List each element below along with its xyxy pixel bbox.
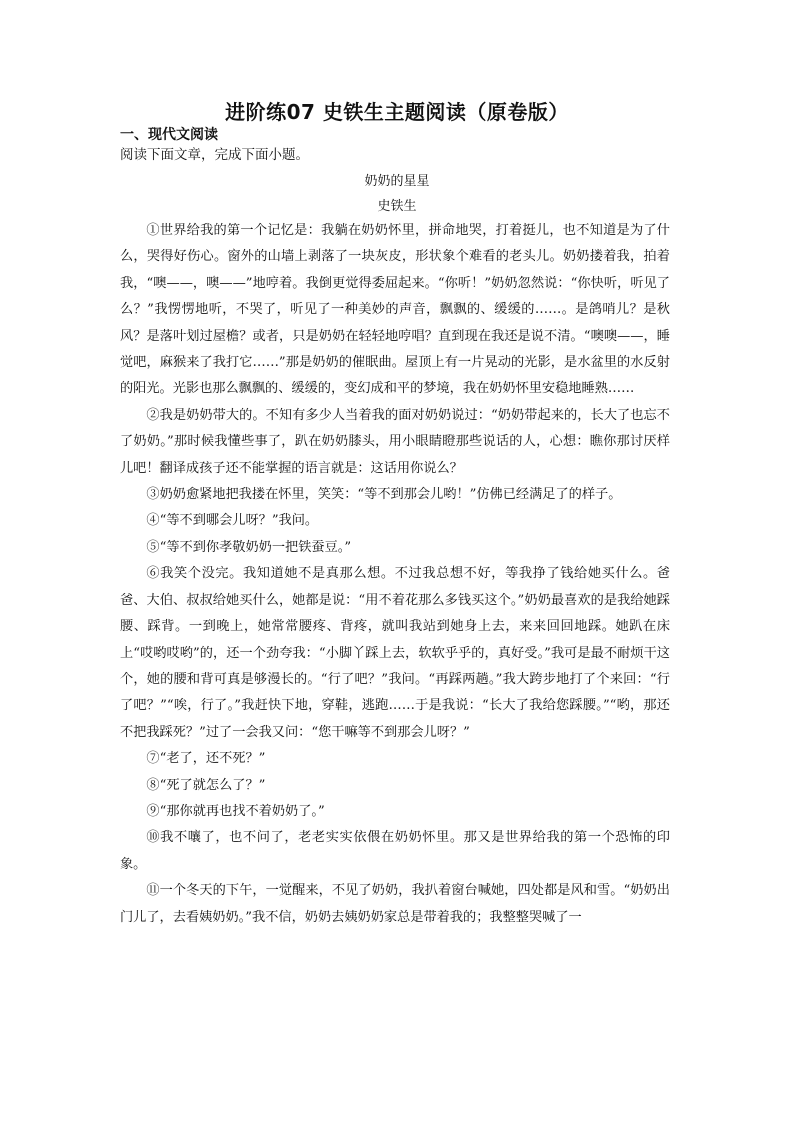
document-title: 进阶练07 史铁生主题阅读（原卷版） xyxy=(225,100,569,124)
article-body xyxy=(120,218,670,931)
section-heading: 一、现代文阅读 xyxy=(120,127,218,143)
paragraph-11: ⑪一个冬天的下午，一觉醒来，不见了奶奶，我扒着窗台喊她，四处都是风和雪。“奶奶出门儿了，去看姨奶奶。”我不信，奶奶去姨奶奶家总是带着我的；我整整哭喊了一 xyxy=(120,883,670,925)
paragraph-5: ⑤“等不到你孝敬奶奶一把铁蚕豆。” xyxy=(146,539,352,555)
article-title: 奶奶的星星 xyxy=(364,174,430,189)
paragraph-2: ②我是奶奶带大的。不知有多少人当着我的面对奶奶说过：“奶奶带起来的，长大了也忘不了奶奶。”那时候我懂些事了，趴在奶奶膝头，用小眼睛瞪那些说话的人，心想：瞧你那讨厌样儿吧！翻译成孩子还不能掌握的语言就是：这话用你说么？ xyxy=(120,407,670,476)
instruction-text: 阅读下面文章，完成下面小题。 xyxy=(120,147,309,163)
paragraph-10: ⑩我不嚷了，也不问了，老老实实依偎在奶奶怀里。那又是世界给我的第一个恐怖的印象。 xyxy=(120,830,670,872)
paragraph-8: ⑧“死了就怎么了？” xyxy=(146,777,266,793)
article-author: 史铁生 xyxy=(377,199,417,214)
paragraph-3: ③奶奶愈紧地把我搂在怀里，笑笑：“等不到那会儿哟！”仿佛已经满足了的样子。 xyxy=(146,487,622,503)
paragraph-9: ⑨“那你就再也找不着奶奶了。” xyxy=(146,803,325,819)
paragraph-4: ④“等不到哪会儿呀？”我问。 xyxy=(146,513,319,529)
paragraph-1: ①世界给我的第一个记忆是：我躺在奶奶怀里，拼命地哭，打着挺儿，也不知道是为了什么，哭得好伤心。窗外的山墙上剥落了一块灰皮，形状象个难看的老头儿。奶奶搂着我，拍着我，“噢——，噢——”地哼着。我倒更觉得委屈起来。“你听！”奶奶忽然说：“你快听，听见了么？”我愣愣地听，不哭了，听见了一种美妙的声音，飘飘的、缓缓的……。是鸽哨儿？是秋风？是落叶划过屋檐？或者，只是奶奶在轻轻地哼唱？直到现在我还是说不清。“噢噢——，睡觉吧，麻猴来了我打它……”那是奶奶的催眠曲。屋顶上有一片晃动的光影，是水盆里的水反射的阳光。光影也那么飘飘的、缓缓的，变幻成和平的梦境，我在奶奶怀里安稳地睡熟…… xyxy=(120,223,670,397)
paragraph-6: ⑥我笑个没完。我知道她不是真那么想。不过我总想不好，等我挣了钱给她买什么。爸爸、大伯、叔叔给她买什么，她都是说：“用不着花那么多钱买这个。”奶奶最喜欢的是我给她踩腰、踩背。一到晚上，她常常腰疼、背疼，就叫我站到她身上去，来来回回地踩。她趴在床上“哎哟哎哟”的，还一个劲夸我：“小脚丫踩上去，软软乎乎的，真好受。”我可是最不耐烦干这个，她的腰和背可真是够漫长的。“行了吧？”我问。“再踩两趟。”我大跨步地打了个来回：“行了吧？”“唉，行了。”我赶快下地，穿鞋，逃跑……于是我说：“长大了我给您踩腰。”“哟，那还不把我踩死？”过了一会我又问：“您干嘛等不到那会儿呀？” xyxy=(120,566,670,740)
paragraph-7: ⑦“老了，还不死？” xyxy=(146,751,266,767)
